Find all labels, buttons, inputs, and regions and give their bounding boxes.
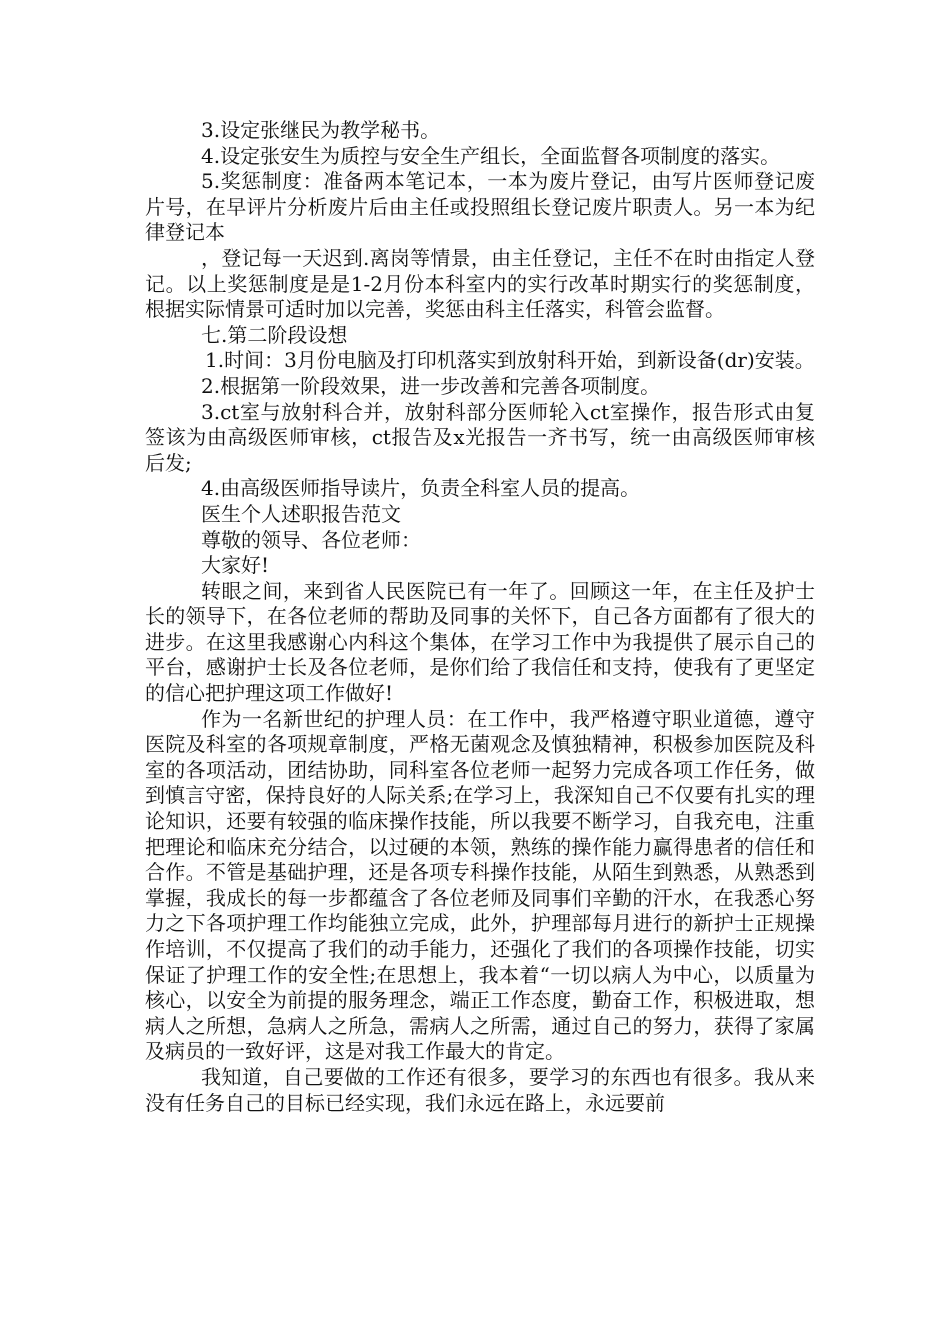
paragraph-item-4: 4.设定张安生为质控与安全生产组长，全面监督各项制度的落实。 — [201, 143, 781, 168]
paragraph-discipline-record: ，登记每一天迟到.离岗等情景，由主任登记，主任不在时由指定人登记。以上奖惩制度是是1-2月份本科室内的实行改革时期实行的奖惩制度，根据实际情景可适时加以完善，奖惩由科主任落实，科管会监督。 — [145, 245, 815, 322]
phase-two-item-1: 1.时间：3月份电脑及打印机落实到放射科开始，到新设备(dr)安装。 — [205, 348, 815, 373]
salutation: 尊敬的领导、各位老师： — [201, 527, 421, 552]
document-body — [145, 118, 815, 1116]
paragraph-item-5: 5.奖惩制度：准备两本笔记本，一本为废片登记，由写片医师登记废片号，在早评片分析废片后由主任或投照组长登记废片职责人。另一本为纪律登记本 — [145, 169, 815, 245]
phase-two-item-4: 4.由高级医师指导读片，负责全科室人员的提高。 — [201, 476, 641, 501]
phase-two-item-3: 3.ct室与放射科合并，放射科部分医师轮入ct室操作，报告形式由复签该为由高级医师审核，ct报告及x光报告一齐书写，统一由高级医师审核后发; — [145, 399, 815, 475]
report-paragraph-1: 转眼之间，来到省人民医院已有一年了。回顾这一年，在主任及护士长的领导下，在各位老师的帮助及同事的关怀下，自己各方面都有了很大的进步。在这里我感谢心内科这个集体，在学习工作中为我提供了展示自己的平台，感谢护士长及各位老师，是你们给了我信任和支持，使我有了更坚定的信心把护理这项工作做好! — [145, 578, 815, 706]
paragraph-item-3: 3.设定张继民为教学秘书。 — [201, 118, 441, 142]
report-title: 医生个人述职报告范文 — [201, 501, 401, 526]
report-paragraph-3: 我知道，自己要做的工作还有很多，要学习的东西也有很多。我从来没有任务自己的目标已经实现，我们永远在路上，永远要前 — [145, 1064, 815, 1115]
section-heading: 七.第二阶段设想 — [201, 322, 348, 347]
report-paragraph-2: 作为一名新世纪的护理人员：在工作中，我严格遵守职业道德，遵守医院及科室的各项规章制度，严格无菌观念及慎独精神，积极参加医院及科室的各项活动，团结协助，同科室各位老师一起努力完成各项工作任务，做到慎言守密，保持良好的人际关系;在学习上，我深知自己不仅要有扎实的理论知识，还要有较强的临床操作技能，所以我要不断学习，自我充电，注重把理论和临床充分结合，以过硬的本领，熟练的操作能力赢得患者的信任和合作。不管是基础护理，还是各项专科操作技能，从陌生到熟悉，从熟悉到掌握，我成长的每一步都蕴含了各位老师及同事们辛勤的汗水，在我悉心努力之下各项护理工作均能独立完成，此外，护理部每月进行的新护士正规操作培训，不仅提高了我们的动手能力，还强化了我们的各项操作技能，切实保证了护理工作的安全性;在思想上，我本着“一切以病人为中心，以质量为核心，以安全为前提的服务理念，端正工作态度，勤奋工作，积极进取，想病人之所想，急病人之所急，需病人之所需，通过自己的努力，获得了家属及病员的一致好评，这是对我工作最大的肯定。 — [145, 706, 815, 1064]
greeting: 大家好! — [201, 553, 270, 578]
phase-two-item-2: 2.根据第一阶段效果，进一步改善和完善各项制度。 — [201, 373, 661, 398]
